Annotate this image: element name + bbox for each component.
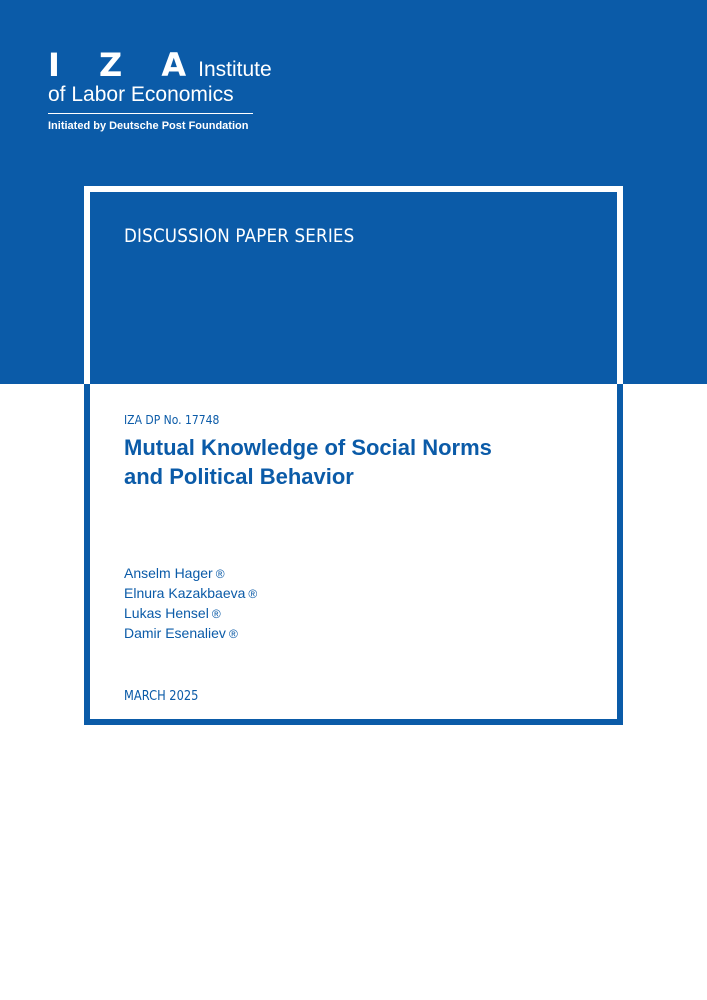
author-item <box>124 604 257 624</box>
orcid-icon: ® <box>228 627 238 641</box>
orcid-icon: ® <box>211 607 221 621</box>
author-item <box>124 624 257 644</box>
logo-top-row <box>48 48 272 82</box>
author-list <box>124 564 257 644</box>
logo-tagline: Initiated by Deutsche Post Foundation <box>48 120 249 132</box>
orcid-icon: ® <box>215 567 225 581</box>
logo-letters: I Z A <box>48 46 201 84</box>
series-title: DISCUSSION PAPER SERIES <box>124 225 355 247</box>
author-item <box>124 584 257 604</box>
author-name: Damir Esenaliev <box>124 625 226 641</box>
paper-title <box>124 433 584 491</box>
orcid-icon: ® <box>248 587 258 601</box>
paper-title-line-2: and Political Behavior <box>124 464 354 489</box>
author-name: Anselm Hager <box>124 565 213 581</box>
iza-logo <box>48 48 272 132</box>
paper-title-line-1: Mutual Knowledge of Social Norms <box>124 435 492 460</box>
author-name: Elnura Kazakbaeva <box>124 585 246 601</box>
logo-institute-text: Institute <box>198 58 272 81</box>
author-item <box>124 564 257 584</box>
logo-subtitle: of Labor Economics <box>48 82 253 114</box>
discussion-paper-number: IZA DP No. 17748 <box>124 413 220 427</box>
author-name: Lukas Hensel <box>124 605 209 621</box>
publication-date: MARCH 2025 <box>124 689 199 704</box>
